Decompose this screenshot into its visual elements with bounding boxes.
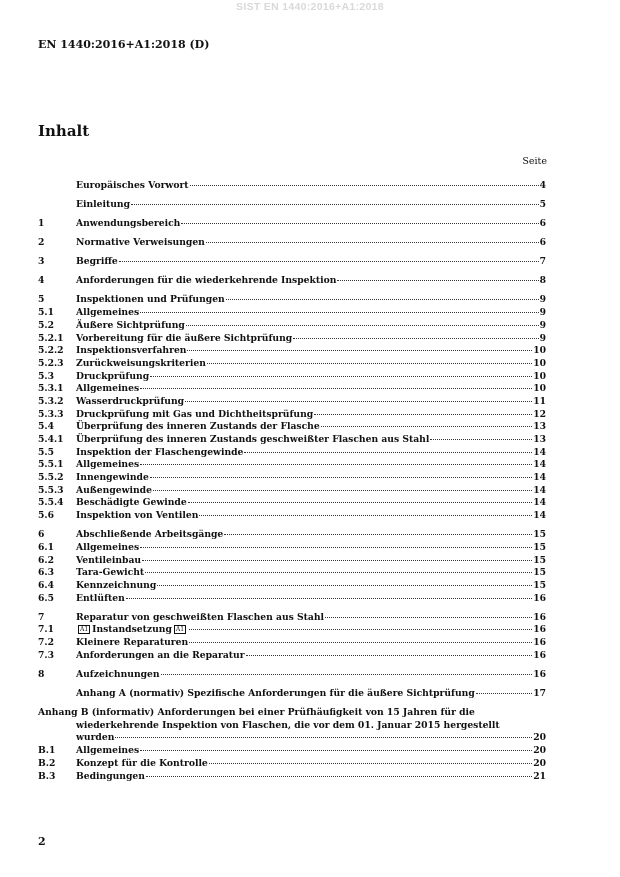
toc-entry-number: 5.4.1	[38, 434, 64, 446]
toc-entry-page: 15	[533, 567, 546, 579]
toc-entry-title: Inspektion von Ventilen	[76, 510, 199, 522]
toc-entry-number: 7.2	[38, 637, 54, 649]
toc-entry-number: B.3	[38, 770, 56, 782]
seite-label: Seite	[522, 156, 547, 167]
toc-entry[interactable]	[38, 510, 546, 523]
toc-entry-title: Überprüfung des inneren Zustands geschweißter Flaschen aus Stahl	[76, 434, 430, 446]
leader-dots	[430, 439, 532, 440]
toc-entry[interactable]	[38, 612, 546, 625]
leader-dots	[199, 515, 532, 516]
leader-dots	[476, 693, 532, 694]
toc-entry-number: 6.2	[38, 554, 54, 566]
toc-entry[interactable]	[38, 497, 546, 510]
toc-entry-title: Allgemeines	[76, 541, 140, 553]
leader-dots	[189, 629, 532, 630]
page-title: Inhalt	[38, 122, 90, 140]
toc-entry-page: 20	[533, 757, 546, 769]
toc-entry-page: 16	[533, 649, 546, 661]
toc-entry-page: 16	[533, 611, 546, 623]
toc-entry-page: 14	[533, 472, 546, 484]
toc-entry[interactable]	[38, 409, 546, 422]
toc-entry[interactable]	[38, 358, 546, 371]
toc-entry-title: Einleitung	[76, 199, 131, 211]
toc-entry-number: 5.5.4	[38, 497, 64, 509]
toc-entry[interactable]	[38, 771, 546, 784]
toc-entry-page: 14	[533, 484, 546, 496]
leader-dots	[206, 242, 539, 243]
toc-entry-title: Vorbereitung für die äußere Sichtprüfung	[76, 332, 293, 344]
toc-entry-number: 5.5.1	[38, 459, 64, 471]
leader-dots	[246, 655, 533, 656]
toc-entry-title-line: wurden	[76, 732, 115, 744]
leader-dots	[314, 414, 532, 415]
toc-entry[interactable]	[38, 669, 546, 682]
toc-entry[interactable]	[38, 275, 546, 288]
toc-entry-title: Kleinere Reparaturen	[76, 637, 189, 649]
toc-entry-title: Anforderungen an die Reparatur	[76, 649, 245, 661]
toc-entry-number: 5.5.3	[38, 484, 64, 496]
toc-entry-page: 6	[539, 237, 546, 249]
toc-entry[interactable]	[38, 624, 546, 637]
toc-entry-page: 16	[533, 668, 546, 680]
toc-entry[interactable]	[38, 371, 546, 384]
toc-entry[interactable]	[38, 688, 546, 701]
toc-entry-last-line	[38, 732, 546, 745]
leader-dots	[189, 642, 532, 643]
toc-entry-number: 7	[38, 611, 45, 623]
toc-entry-title	[76, 624, 188, 637]
toc-entry-page: 17	[533, 687, 546, 699]
leader-dots	[150, 376, 532, 377]
toc-entry-page: 9	[539, 332, 546, 344]
toc-entry[interactable]	[38, 745, 546, 758]
toc-entry-page: 15	[533, 541, 546, 553]
toc-entry-title: Allgemeines	[76, 383, 140, 395]
toc-entry[interactable]	[38, 529, 546, 542]
toc-entry[interactable]	[38, 333, 546, 346]
toc-entry-page: 15	[533, 554, 546, 566]
table-of-contents	[38, 180, 546, 783]
page-number: 2	[38, 835, 46, 848]
toc-entry-number: 3	[38, 256, 45, 268]
leader-dots	[188, 502, 533, 503]
leader-dots	[140, 388, 532, 389]
toc-entry[interactable]	[38, 459, 546, 472]
toc-entry-number: 1	[38, 218, 45, 230]
leader-dots	[244, 452, 532, 453]
toc-entry[interactable]	[38, 580, 546, 593]
toc-entry[interactable]	[38, 650, 546, 663]
toc-entry-number: 8	[38, 668, 45, 680]
toc-entry-title: Tara-Gewicht	[76, 567, 145, 579]
toc-entry-number: 5.1	[38, 307, 54, 319]
toc-entry-page: 14	[533, 510, 546, 522]
toc-entry-title: Reparatur von geschweißten Flaschen aus Stahl	[76, 611, 325, 623]
toc-entry-page: 14	[533, 497, 546, 509]
toc-entry-number: 5.2	[38, 319, 54, 331]
toc-entry-page: 10	[533, 370, 546, 382]
toc-entry-title: Anhang A (normativ) Spezifische Anforderungen für die äußere Sichtprüfung	[76, 687, 475, 699]
leader-dots	[226, 299, 539, 300]
toc-entry[interactable]	[38, 383, 546, 396]
amendment-start-marker: A1	[80, 626, 89, 634]
leader-dots	[224, 534, 532, 535]
toc-entry-number: 5.2.3	[38, 357, 64, 369]
leader-dots	[337, 280, 538, 281]
toc-entry-page: 4	[539, 180, 546, 191]
toc-entry-title: Anwendungsbereich	[76, 218, 181, 230]
toc-entry-number: 5.6	[38, 510, 54, 522]
amendment-end-marker: A1	[175, 626, 185, 634]
toc-entry[interactable]	[38, 180, 546, 193]
toc-entry[interactable]	[38, 256, 546, 269]
toc-entry-page: 16	[533, 592, 546, 604]
toc-entry-number: 5.5	[38, 446, 54, 458]
toc-entry[interactable]	[38, 593, 546, 606]
toc-entry-number: 5.3.3	[38, 408, 64, 420]
leader-dots	[146, 776, 532, 777]
toc-entry[interactable]	[38, 434, 546, 447]
toc-entry[interactable]	[38, 485, 546, 498]
toc-entry-page: 20	[533, 732, 546, 744]
toc-entry-number: 7.3	[38, 649, 54, 661]
toc-entry-number: B.2	[38, 757, 56, 769]
watermark: SIST EN 1440:2016+A1:2018	[236, 1, 384, 13]
leader-dots	[209, 763, 532, 764]
toc-entry-anhang-b[interactable]	[38, 707, 546, 745]
toc-entry-title: Ventileinbau	[76, 554, 142, 566]
leader-dots	[185, 401, 532, 402]
leader-dots	[325, 617, 532, 618]
toc-entry-title: Wasserdruckprüfung	[76, 395, 185, 407]
toc-entry-title: Druckprüfung mit Gas und Dichtheitsprüfung	[76, 408, 314, 420]
toc-entry[interactable]	[38, 421, 546, 434]
toc-entry-title: Äußere Sichtprüfung	[76, 319, 185, 331]
toc-entry-title: Allgemeines	[76, 459, 140, 471]
toc-entry-page: 5	[539, 199, 546, 211]
toc-entry-number: 5.4	[38, 421, 54, 433]
toc-entry-title: Inspektion der Flaschengewinde	[76, 446, 244, 458]
toc-entry-title: Anforderungen für die wiederkehrende Inspektion	[76, 275, 337, 287]
toc-entry-number: 6.1	[38, 541, 54, 553]
toc-entry-page: 15	[533, 579, 546, 591]
toc-entry-title: Allgemeines	[76, 307, 140, 319]
toc-entry-page: 10	[533, 357, 546, 369]
toc-entry[interactable]	[38, 472, 546, 485]
leader-dots	[119, 261, 539, 262]
leader-dots	[115, 737, 532, 738]
leader-dots	[140, 547, 532, 548]
toc-entry-title: Druckprüfung	[76, 370, 150, 382]
toc-entry[interactable]	[38, 294, 546, 307]
toc-entry[interactable]	[38, 199, 546, 212]
toc-entry-title: Beschädigte Gewinde	[76, 497, 187, 509]
toc-entry-title: Bedingungen	[76, 770, 145, 782]
leader-dots	[142, 560, 532, 561]
leader-dots	[140, 312, 538, 313]
toc-entry[interactable]	[38, 237, 546, 250]
leader-dots	[153, 490, 532, 491]
leader-dots	[140, 750, 532, 751]
toc-entry-title: Zurückweisungskriterien	[76, 357, 206, 369]
leader-dots	[126, 598, 532, 599]
toc-entry-title-line: wiederkehrende Inspektion von Flaschen, die vor dem 01. Januar 2015 hergestellt	[76, 719, 500, 731]
toc-entry-title-text: Instandsetzung	[92, 624, 172, 636]
toc-entry-number: 2	[38, 237, 45, 249]
toc-entry-title: Inspektionsverfahren	[76, 345, 187, 357]
toc-entry-page: 12	[533, 408, 546, 420]
toc-entry-title: Aufzeichnungen	[76, 668, 160, 680]
toc-entry-page: 9	[539, 319, 546, 331]
toc-entry-number: 4	[38, 275, 45, 287]
toc-entry-title: Allgemeines	[76, 745, 140, 757]
toc-entry-page: 16	[533, 637, 546, 649]
document-id: EN 1440:2016+A1:2018 (D)	[38, 38, 210, 51]
toc-entry-title: Abschließende Arbeitsgänge	[76, 529, 224, 541]
toc-entry-number: 5.5.2	[38, 472, 64, 484]
leader-dots	[150, 477, 532, 478]
leader-dots	[157, 585, 532, 586]
toc-entry-title: Konzept für die Kontrolle	[76, 757, 208, 769]
toc-entry-page: 16	[533, 624, 546, 636]
toc-entry-number: B.1	[38, 745, 56, 757]
toc-entry-title: Normative Verweisungen	[76, 237, 205, 249]
toc-entry-page: 10	[533, 383, 546, 395]
toc-entry-page: 13	[533, 434, 546, 446]
toc-entry-page: 10	[533, 345, 546, 357]
toc-entry[interactable]	[38, 758, 546, 771]
toc-entry-page: 8	[539, 275, 546, 287]
toc-entry-page: 21	[533, 770, 546, 782]
toc-entry-number: 6.3	[38, 567, 54, 579]
toc-entry-page: 20	[533, 745, 546, 757]
toc-entry[interactable]	[38, 320, 546, 333]
toc-entry-number: 6	[38, 529, 45, 541]
toc-entry-number: 5.3.2	[38, 395, 64, 407]
toc-entry-page: 9	[539, 294, 546, 306]
toc-entry[interactable]	[38, 567, 546, 580]
toc-entry-number: 7.1	[38, 624, 54, 636]
toc-entry-title: Kennzeichnung	[76, 579, 157, 591]
toc-entry-page: 14	[533, 446, 546, 458]
toc-entry-title: Überprüfung des inneren Zustands der Flasche	[76, 421, 320, 433]
leader-dots	[187, 350, 532, 351]
toc-entry-title-line: Anhang B (informativ) Anforderungen bei einer Prüfhäufigkeit von 15 Jahren für die	[38, 707, 475, 719]
toc-entry[interactable]	[38, 555, 546, 568]
toc-entry[interactable]	[38, 447, 546, 460]
toc-entry-title: Europäisches Vorwort	[76, 180, 189, 191]
leader-dots	[131, 204, 539, 205]
toc-entry[interactable]	[38, 307, 546, 320]
toc-entry-number: 5.2.2	[38, 345, 64, 357]
toc-entry[interactable]	[38, 345, 546, 358]
leader-dots	[293, 338, 538, 339]
toc-entry-number: 5.3	[38, 370, 54, 382]
toc-entry[interactable]	[38, 218, 546, 231]
toc-entry-page: 11	[533, 395, 546, 407]
leader-dots	[321, 426, 533, 427]
toc-entry-title: Begriffe	[76, 256, 118, 268]
toc-entry-page: 13	[533, 421, 546, 433]
toc-entry-number: 5	[38, 294, 45, 306]
leader-dots	[161, 674, 533, 675]
toc-entry-page: 7	[539, 256, 546, 268]
toc-entry-title: Innengewinde	[76, 472, 149, 484]
toc-entry-number: 5.3.1	[38, 383, 64, 395]
leader-dots	[207, 363, 532, 364]
toc-entry-number: 6.4	[38, 579, 54, 591]
toc-entry-page: 15	[533, 529, 546, 541]
toc-entry-number: 5.2.1	[38, 332, 64, 344]
toc-entry[interactable]	[38, 542, 546, 555]
toc-entry-title: Entlüften	[76, 592, 125, 604]
toc-entry-page: 9	[539, 307, 546, 319]
leader-dots	[145, 572, 532, 573]
leader-dots	[140, 464, 532, 465]
toc-entry-title: Inspektionen und Prüfungen	[76, 294, 225, 306]
toc-entry[interactable]	[38, 637, 546, 650]
leader-dots	[181, 223, 538, 224]
leader-dots	[190, 185, 539, 186]
toc-entry-number: 6.5	[38, 592, 54, 604]
toc-entry[interactable]	[38, 396, 546, 409]
leader-dots	[186, 325, 539, 326]
toc-entry-page: 14	[533, 459, 546, 471]
toc-entry-page: 6	[539, 218, 546, 230]
toc-entry-title: Außengewinde	[76, 484, 152, 496]
